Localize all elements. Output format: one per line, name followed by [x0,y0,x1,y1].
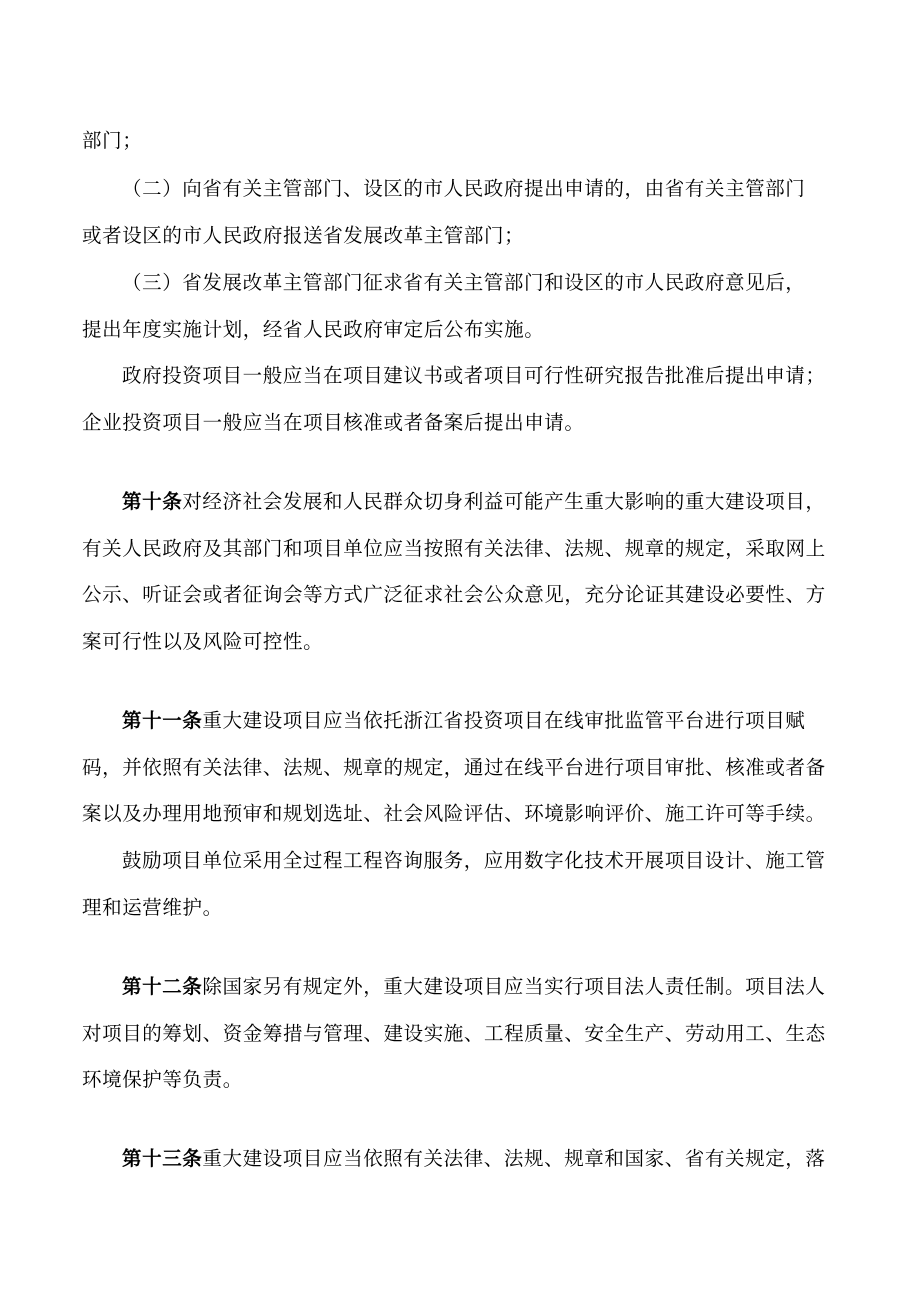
article-11-line: 理和运营维护。 [82,896,223,919]
clause-2-line: 或者设区的市人民政府报送省发展改革主管部门； [82,224,525,247]
gov-investment-line: 企业投资项目一般应当在项目核准或者备案后提出申请。 [82,411,585,434]
clause-3-line: 提出年度实施计划，经省人民政府审定后公布实施。 [82,318,545,341]
article-11-line: 鼓励项目单位采用全过程工程咨询服务，应用数字化技术开展项目设计、施工管 [122,849,826,872]
article-11-line: 案以及办理用地预审和规划选址、社会风险评估、环境影响评价、施工许可等手续。 [82,802,826,825]
article-10-line: 公示、听证会或者征询会等方式广泛征求社会公众意见，充分论证其建设必要性、方 [82,583,826,606]
article-10-line: 案可行性以及风险可控性。 [82,630,324,653]
article-12-line: 对项目的筹划、资金筹措与管理、建设实施、工程质量、安全生产、劳动用工、生态 [82,1022,826,1045]
article-11-line [122,707,882,735]
article-11-title: 第十一条 [122,709,203,732]
article-13-title: 第十三条 [122,1147,203,1170]
article-11-text: 重大建设项目应当依托浙江省投资项目在线审批监管平台进行项目赋 [202,709,806,732]
gov-investment-line: 政府投资项目一般应当在项目建议书或者项目可行性研究报告批准后提出申请； [122,364,826,387]
article-12-line: 环境保护等负责。 [82,1068,243,1091]
article-13-line [122,1145,882,1173]
clause-3-line: （三）省发展改革主管部门征求省有关主管部门和设区的市人民政府意见后， [122,271,806,294]
article-10-line [122,488,882,516]
clause-2-line: （二）向省有关主管部门、设区的市人民政府提出申请的，由省有关主管部门 [122,177,806,200]
article-12-line [122,973,882,1001]
article-13-text: 重大建设项目应当依照有关法律、法规、规章和国家、省有关规定，落 [202,1147,826,1170]
article-12-text: 除国家另有规定外，重大建设项目应当实行项目法人责任制。项目法人 [202,975,826,998]
article-12-title: 第十二条 [122,975,203,998]
article-11-line: 码，并依照有关法律、法规、规章的规定，通过在线平台进行项目审批、核准或者备 [82,756,826,779]
text-line: 部门； [82,129,143,152]
article-10-text: 对经济社会发展和人民群众切身利益可能产生重大影响的重大建设项目， [182,490,826,513]
article-10-title: 第十条 [122,490,183,513]
article-10-line: 有关人民政府及其部门和项目单位应当按照有关法律、法规、规章的规定，采取网上 [82,537,826,560]
